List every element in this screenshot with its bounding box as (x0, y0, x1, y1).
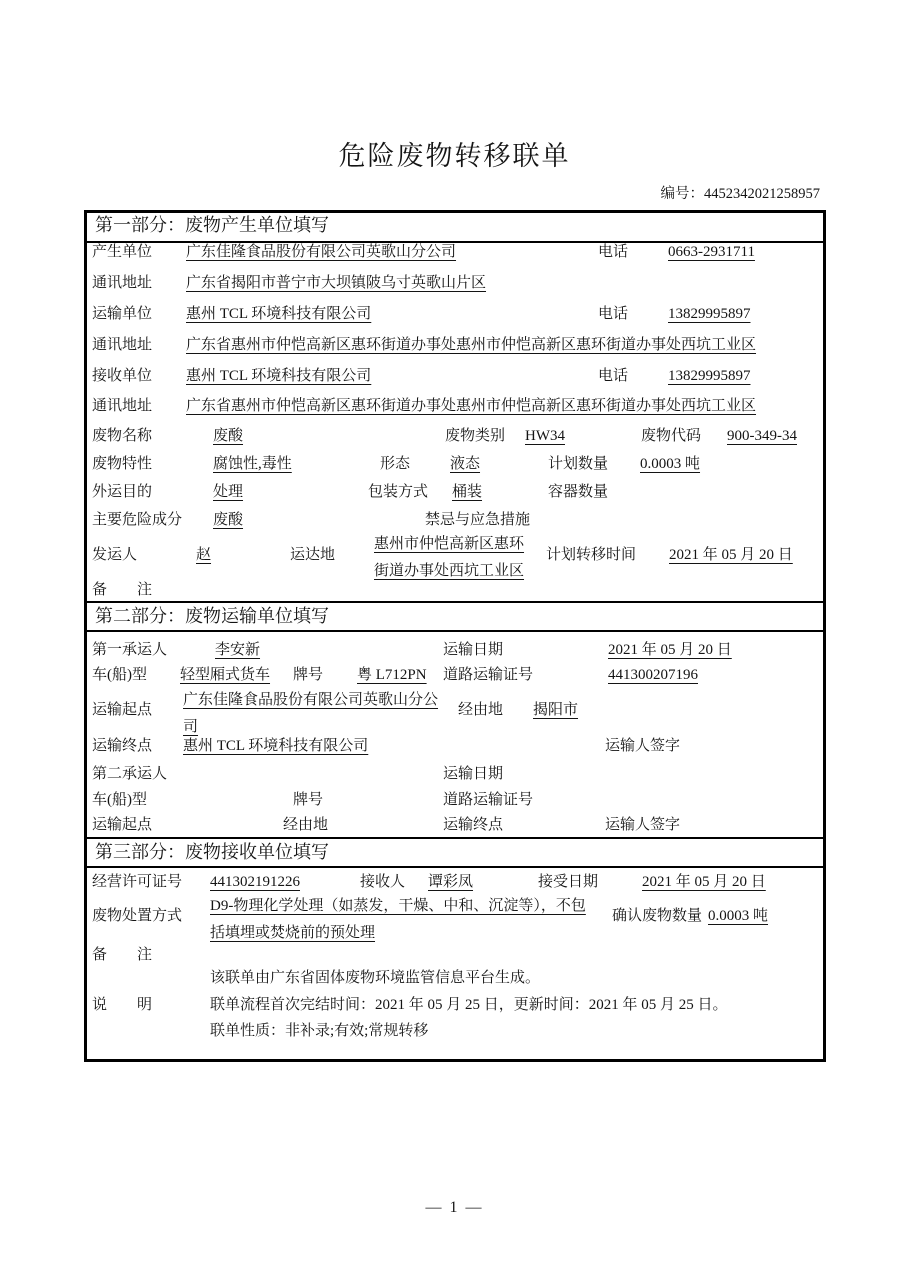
purpose-value: 处理 (213, 484, 244, 500)
transfer-time-value: 2021 年 05 月 20 日 (669, 547, 793, 563)
producer-address-value: 广东省揭阳市普宁市大坝镇陂乌寸英歌山片区 (186, 275, 487, 291)
producer-address-label: 通讯地址 (92, 275, 153, 291)
waste-code-label: 废物代码 (641, 428, 702, 444)
packing-label: 包装方式 (368, 484, 429, 500)
destination-label: 运达地 (290, 547, 336, 563)
disposal-method-value: D9-物理化学处理（如蒸发，干燥、中和、沉淀等），不包括填埋或焚烧前的预处理 (210, 898, 586, 941)
emergency-measures-label: 禁忌与应急措施 (425, 512, 531, 528)
transport-end1-value: 惠州 TCL 环境科技有限公司 (183, 738, 369, 754)
section2-header-divider (86, 630, 824, 632)
carrier2-signature-label: 运输人签字 (605, 817, 681, 833)
receiver-address-label: 通讯地址 (92, 398, 153, 414)
transport-end2-label: 运输终点 (443, 817, 504, 833)
transporter-phone-label: 电话 (598, 306, 629, 322)
waste-name-label: 废物名称 (92, 428, 153, 444)
section3-header: 第三部分：废物接收单位填写 (95, 842, 329, 862)
waste-form-value: 液态 (450, 456, 481, 472)
confirmed-qty-label: 确认废物数量 (612, 908, 703, 924)
planned-qty-value: 0.0003 吨 (640, 456, 701, 472)
vehicle-type1-label: 车(船)型 (92, 667, 147, 683)
transport-date1-label: 运输日期 (443, 642, 504, 658)
producer-phone-value: 0663-2931711 (668, 244, 755, 260)
transport-origin1-value: 广东佳隆食品股份有限公司英歌山分公司 (183, 692, 439, 735)
waste-category-value: HW34 (525, 428, 565, 444)
via-place1-label: 经由地 (458, 702, 504, 718)
transport-origin1-label: 运输起点 (92, 702, 153, 718)
receive-date-label: 接受日期 (538, 874, 599, 890)
plate-number1-label: 牌号 (293, 667, 324, 683)
packing-value: 桶装 (452, 484, 483, 500)
producer-phone-label: 电话 (598, 244, 629, 260)
receiver-person-value: 谭彩凤 (428, 874, 474, 890)
producer-unit-value: 广东佳隆食品股份有限公司英歌山分公司 (186, 244, 457, 260)
receiver-unit-label: 接收单位 (92, 368, 153, 384)
serial-label: 编号： (660, 186, 704, 202)
waste-property-value: 腐蚀性,毒性 (213, 456, 292, 472)
receiver-phone-value: 13829995897 (668, 368, 751, 384)
vehicle-type1-value: 轻型厢式货车 (180, 667, 271, 683)
road-permit2-label: 道路运输证号 (443, 792, 534, 808)
note-line-3: 联单性质：非补录;有效;常规转移 (210, 1023, 429, 1039)
carrier1-signature-label: 运输人签字 (605, 738, 681, 754)
transport-date2-label: 运输日期 (443, 766, 504, 782)
section2-header: 第二部分：废物运输单位填写 (95, 606, 329, 626)
second-carrier-label: 第二承运人 (92, 766, 168, 782)
license-number-value: 441302191226 (210, 874, 300, 890)
waste-name-value: 废酸 (213, 428, 244, 444)
waste-property-label: 废物特性 (92, 456, 153, 472)
note-line-2: 联单流程首次完结时间：2021 年 05 月 25 日，更新时间：2021 年 05 月 25 日。 (210, 997, 728, 1013)
license-number-label: 经营许可证号 (92, 874, 183, 890)
confirmed-qty-value: 0.0003 吨 (708, 908, 769, 924)
hazard-component-label: 主要危险成分 (92, 512, 183, 528)
page-title: 危险废物转移联单 (338, 141, 571, 171)
receiver-unit-value: 惠州 TCL 环境科技有限公司 (186, 368, 372, 384)
transport-end1-label: 运输终点 (92, 738, 153, 754)
plate-number1-value: 粤 L712PN (357, 667, 427, 683)
transport-origin2-label: 运输起点 (92, 817, 153, 833)
receiver-phone-label: 电话 (598, 368, 629, 384)
transporter-address-label: 通讯地址 (92, 337, 153, 353)
part1-remark-label: 备 注 (92, 582, 153, 598)
container-qty-label: 容器数量 (548, 484, 609, 500)
transporter-unit-value: 惠州 TCL 环境科技有限公司 (186, 306, 372, 322)
transfer-time-label: 计划转移时间 (546, 547, 637, 563)
planned-qty-label: 计划数量 (548, 456, 609, 472)
section3-top-divider (86, 837, 824, 839)
note-label: 说 明 (92, 997, 153, 1013)
serial-number (661, 184, 821, 204)
via-place1-value: 揭阳市 (533, 702, 579, 718)
transport-date1-value: 2021 年 05 月 20 日 (608, 642, 732, 658)
first-carrier-value: 李安新 (215, 642, 261, 658)
consignor-value: 赵 (196, 547, 212, 563)
receiver-address-value: 广东省惠州市仲恺高新区惠环街道办事处惠州市仲恺高新区惠环街道办事处西坑工业区 (186, 398, 757, 414)
disposal-method-label: 废物处置方式 (92, 908, 183, 924)
waste-code-value: 900-349-34 (727, 428, 797, 444)
section2-top-divider (86, 601, 824, 603)
transporter-address-value: 广东省惠州市仲恺高新区惠环街道办事处惠州市仲恺高新区惠环街道办事处西坑工业区 (186, 337, 757, 353)
road-permit1-value: 441300207196 (608, 667, 698, 683)
receiver-person-label: 接收人 (360, 874, 406, 890)
transporter-phone-value: 13829995897 (668, 306, 751, 322)
hazard-component-value: 废酸 (213, 512, 244, 528)
first-carrier-label: 第一承运人 (92, 642, 168, 658)
consignor-label: 发运人 (92, 547, 138, 563)
note-line-1: 该联单由广东省固体废物环境监管信息平台生成。 (210, 970, 541, 986)
section3-header-divider (86, 866, 824, 868)
plate-number2-label: 牌号 (293, 792, 324, 808)
page-number: — 1 — (425, 1199, 484, 1216)
section1-header: 第一部分：废物产生单位填写 (95, 215, 329, 235)
waste-form-label: 形态 (380, 456, 411, 472)
transporter-unit-label: 运输单位 (92, 306, 153, 322)
purpose-label: 外运目的 (92, 484, 153, 500)
receive-date-value: 2021 年 05 月 20 日 (642, 874, 766, 890)
vehicle-type2-label: 车(船)型 (92, 792, 147, 808)
road-permit1-label: 道路运输证号 (443, 667, 534, 683)
via-place2-label: 经由地 (283, 817, 329, 833)
part3-remark-label: 备 注 (92, 947, 153, 963)
producer-unit-label: 产生单位 (92, 244, 153, 260)
destination-value: 惠州市仲恺高新区惠环街道办事处西坑工业区 (374, 536, 525, 579)
serial-value: 4452342021258957 (704, 186, 820, 202)
waste-category-label: 废物类别 (445, 428, 506, 444)
